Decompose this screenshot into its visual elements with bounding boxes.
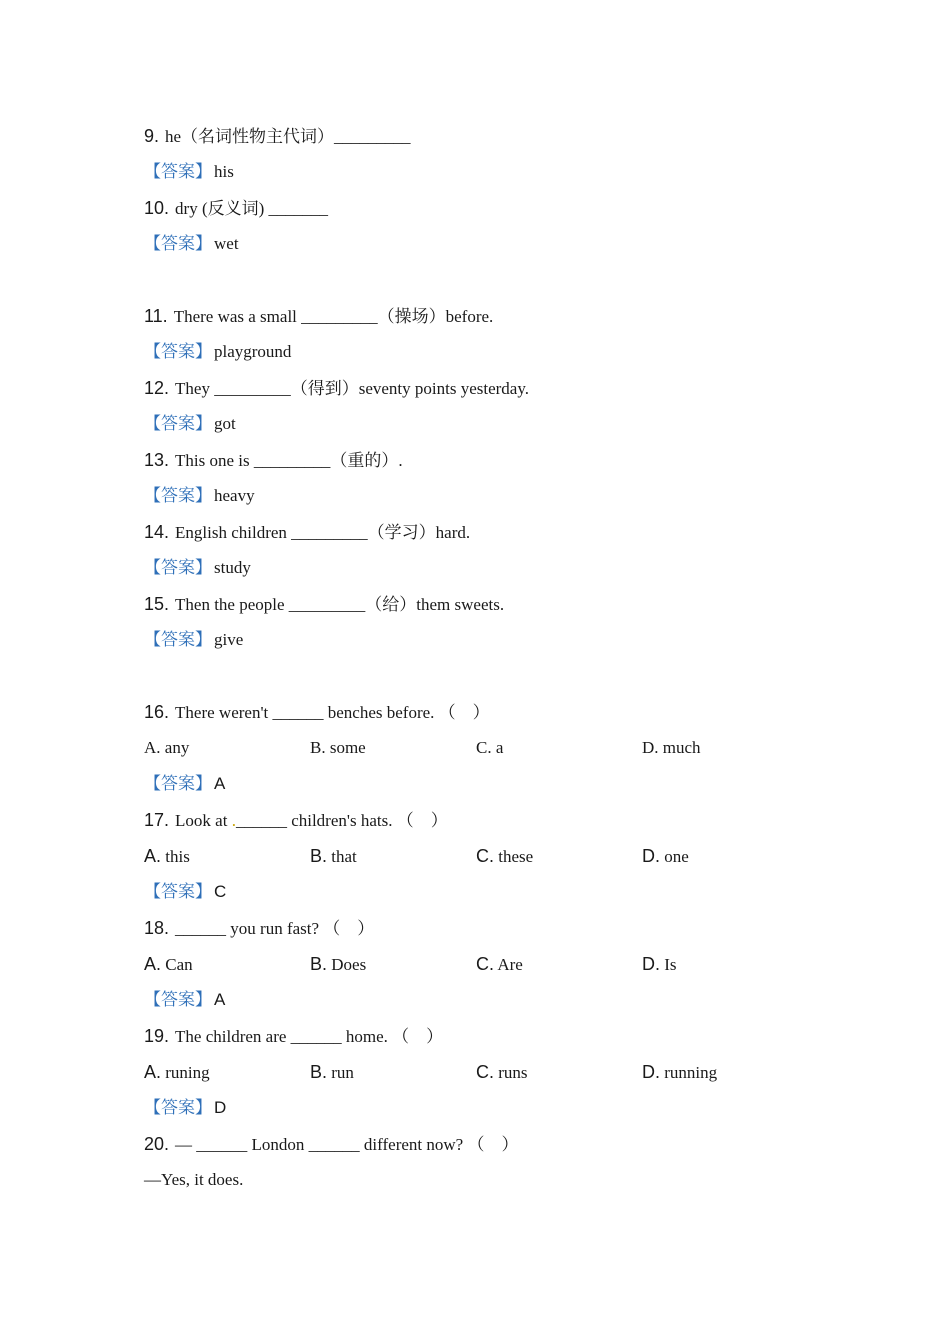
option-text: Are — [497, 955, 523, 974]
question-13 — [144, 442, 844, 478]
option-text: one — [664, 847, 689, 866]
answer-18 — [144, 982, 844, 1018]
section-spacer — [144, 262, 844, 298]
option-letter: C. — [476, 1062, 494, 1082]
option-letter: A. — [144, 954, 162, 974]
answer-tag: 【答案】 — [144, 558, 212, 577]
option-text: Can — [165, 955, 193, 974]
option-letter: A. — [144, 1062, 162, 1082]
answer-tag: 【答案】 — [144, 414, 212, 433]
question-10 — [144, 190, 844, 226]
answer-tag: 【答案】 — [144, 162, 212, 181]
option-letter: C. — [476, 738, 492, 757]
option-letter: B. — [310, 954, 328, 974]
answer-tag: 【答案】 — [144, 882, 212, 901]
question-text-after: ______ children's hats. （ ） — [235, 811, 448, 830]
option-text: run — [331, 1063, 354, 1082]
option-b — [310, 1054, 476, 1090]
question-15 — [144, 586, 844, 622]
option-text: these — [498, 847, 534, 866]
answer-15 — [144, 622, 844, 658]
answer-16 — [144, 766, 844, 802]
answer-11 — [144, 334, 844, 370]
question-text: Then the people _________（给）them sweets. — [175, 595, 505, 614]
answer-text: heavy — [214, 486, 255, 505]
answer-tag: 【答案】 — [144, 234, 212, 253]
option-c — [476, 946, 642, 982]
answer-13 — [144, 478, 844, 514]
answer-tag: 【答案】 — [144, 342, 212, 361]
option-d — [642, 946, 808, 982]
option-b — [310, 838, 476, 874]
option-c — [476, 730, 642, 766]
answer-tag: 【答案】 — [144, 630, 212, 649]
answer-19 — [144, 1090, 844, 1126]
reply-text: —Yes, it does. — [144, 1170, 244, 1189]
question-number: 19. — [144, 1026, 170, 1046]
option-text: that — [331, 847, 357, 866]
question-number: 9. — [144, 126, 160, 146]
answer-9 — [144, 154, 844, 190]
option-text: this — [165, 847, 190, 866]
option-text: Is — [664, 955, 677, 974]
option-letter: B. — [310, 1062, 328, 1082]
option-c — [476, 838, 642, 874]
options-19 — [144, 1054, 844, 1090]
option-d — [642, 838, 808, 874]
question-19 — [144, 1018, 844, 1054]
options-18 — [144, 946, 844, 982]
answer-text: got — [214, 414, 236, 433]
question-18 — [144, 910, 844, 946]
question-number: 20. — [144, 1134, 170, 1154]
question-number: 15. — [144, 594, 170, 614]
worksheet-page — [144, 118, 844, 1198]
answer-text: wet — [214, 234, 239, 253]
question-number: 18. — [144, 918, 170, 938]
option-b — [310, 946, 476, 982]
question-11 — [144, 298, 844, 334]
question-text: English children _________（学习）hard. — [175, 523, 471, 542]
option-letter: D. — [642, 1062, 660, 1082]
option-letter: C. — [476, 846, 494, 866]
answer-text: C — [214, 882, 227, 901]
answer-12 — [144, 406, 844, 442]
answer-tag: 【答案】 — [144, 774, 212, 793]
answer-17 — [144, 874, 844, 910]
option-text: runs — [498, 1063, 528, 1082]
question-text: They _________（得到）seventy points yesterday. — [175, 379, 529, 398]
option-letter: A. — [144, 846, 162, 866]
question-9 — [144, 118, 844, 154]
question-20-reply — [144, 1162, 844, 1198]
question-number: 17. — [144, 810, 170, 830]
option-text: runing — [165, 1063, 210, 1082]
question-number: 10. — [144, 198, 170, 218]
answer-tag: 【答案】 — [144, 1098, 212, 1117]
question-number: 12. — [144, 378, 170, 398]
question-text: dry (反义词) _______ — [175, 199, 329, 218]
option-a — [144, 838, 310, 874]
answer-tag: 【答案】 — [144, 486, 212, 505]
option-text: much — [662, 738, 701, 757]
answer-text: his — [214, 162, 234, 181]
answer-text: A — [214, 990, 226, 1009]
option-a — [144, 946, 310, 982]
question-text: This one is _________（重的）. — [175, 451, 403, 470]
answer-text: A — [214, 774, 226, 793]
question-text: he（名词性物主代词）_________ — [165, 127, 411, 146]
answer-10 — [144, 226, 844, 262]
option-letter: D. — [642, 738, 659, 757]
option-letter: B. — [310, 846, 328, 866]
option-text: running — [664, 1063, 718, 1082]
option-letter: A. — [144, 738, 161, 757]
question-20 — [144, 1126, 844, 1162]
answer-text: study — [214, 558, 251, 577]
option-d — [642, 730, 808, 766]
option-text: a — [495, 738, 504, 757]
question-text: There was a small _________（操场）before. — [173, 307, 494, 326]
answer-text: playground — [214, 342, 292, 361]
question-number: 13. — [144, 450, 170, 470]
option-a — [144, 730, 310, 766]
question-text: The children are ______ home. （ ） — [175, 1027, 444, 1046]
option-c — [476, 1054, 642, 1090]
options-16 — [144, 730, 844, 766]
option-a — [144, 1054, 310, 1090]
question-text: ______ you run fast? （ ） — [175, 919, 375, 938]
question-text: — ______ London ______ different now? （ ） — [175, 1135, 519, 1154]
option-letter: D. — [642, 846, 660, 866]
answer-text: give — [214, 630, 244, 649]
options-17 — [144, 838, 844, 874]
question-14 — [144, 514, 844, 550]
answer-tag: 【答案】 — [144, 990, 212, 1009]
question-number: 16. — [144, 702, 170, 722]
section-spacer — [144, 658, 844, 694]
option-letter: C. — [476, 954, 494, 974]
option-text: some — [329, 738, 366, 757]
option-letter: D. — [642, 954, 660, 974]
answer-text: D — [214, 1098, 227, 1117]
question-number: 14. — [144, 522, 170, 542]
question-12 — [144, 370, 844, 406]
question-number: 11. — [144, 306, 168, 326]
option-text: any — [164, 738, 190, 757]
decorative-dot: . — [231, 811, 236, 830]
question-text: There weren't ______ benches before. （ ） — [175, 703, 490, 722]
option-d — [642, 1054, 808, 1090]
option-text: Does — [331, 955, 367, 974]
answer-14 — [144, 550, 844, 586]
option-letter: B. — [310, 738, 326, 757]
question-text-before: Look at — [175, 811, 232, 830]
option-b — [310, 730, 476, 766]
question-17 — [144, 802, 844, 838]
question-16 — [144, 694, 844, 730]
